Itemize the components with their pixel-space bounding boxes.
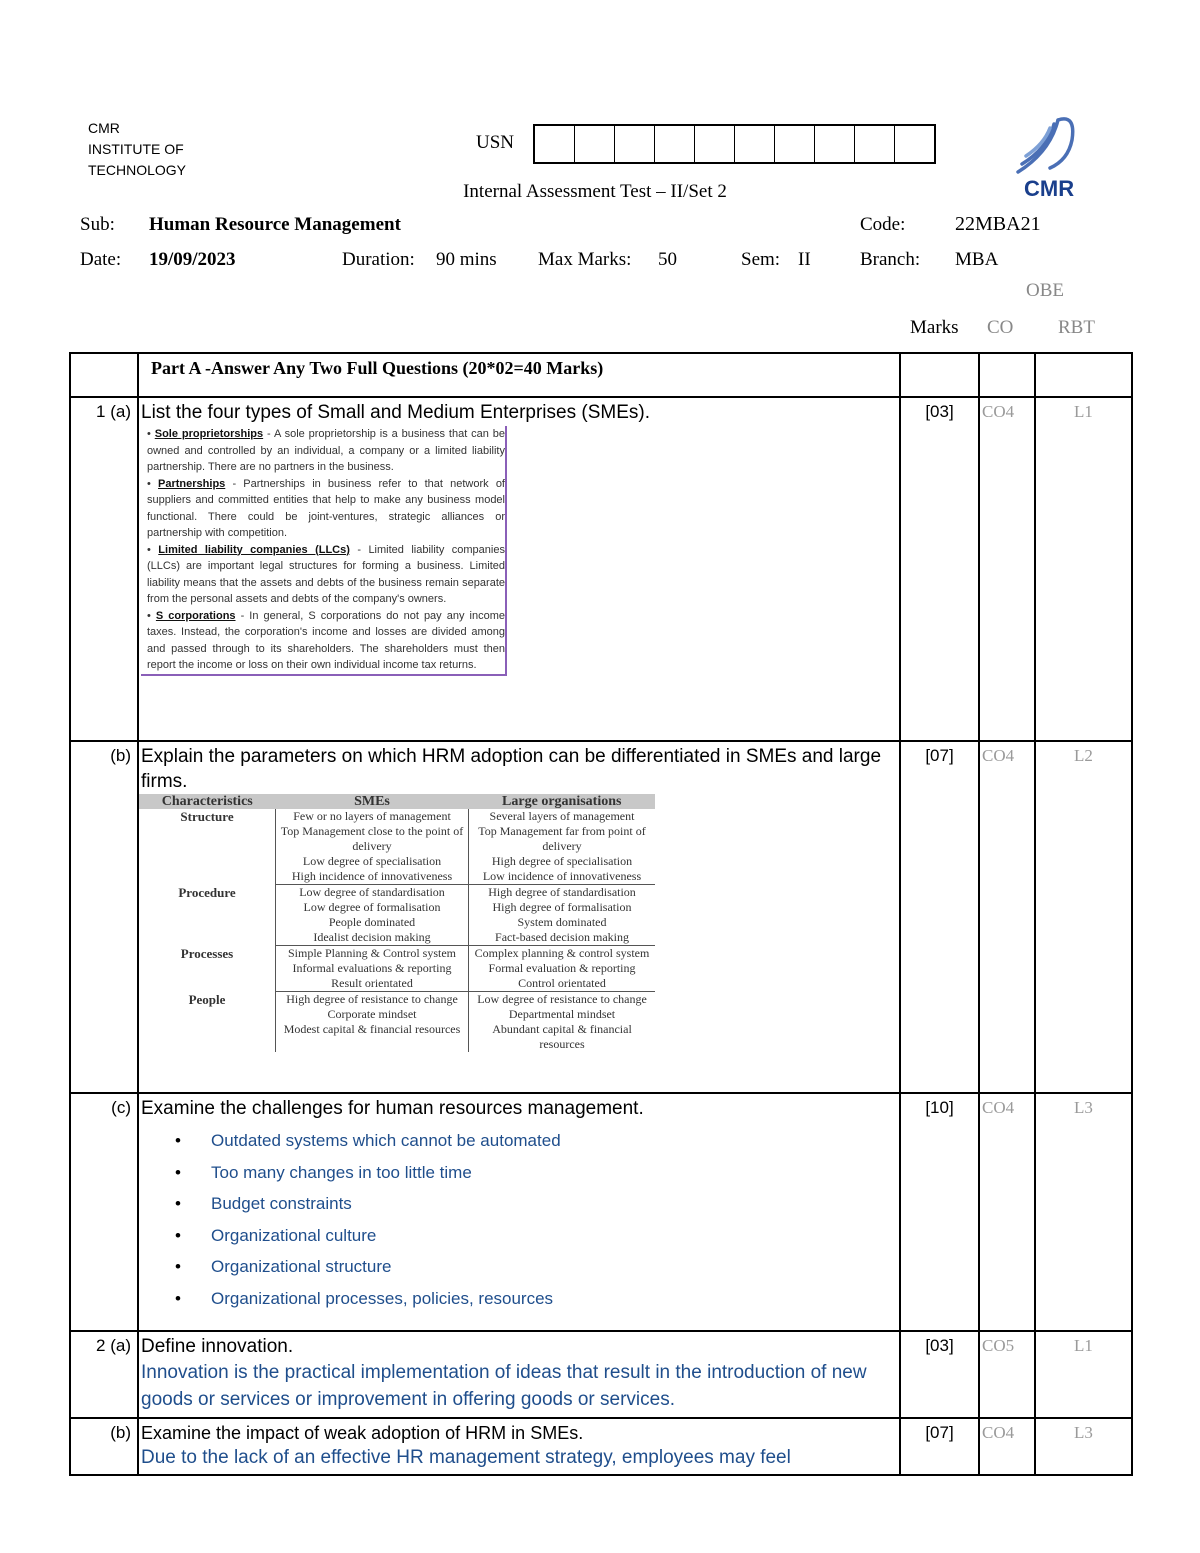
comparison-header: SMEs <box>276 794 469 809</box>
q2b-body <box>138 1418 900 1475</box>
q1a-row <box>70 397 1132 741</box>
q1a-text: List the four types of Small and Medium Enterprises (SMEs). <box>141 402 650 423</box>
large-trait: Fact-based decision making <box>495 930 629 944</box>
challenge-item: • Outdated systems which cannot be automated <box>211 1125 897 1157</box>
max-marks-value: 50 <box>658 249 677 270</box>
sme-type-desc: - In general, S corporations do not pay any income taxes. Instead, the corporation's income and losses are divided among and passed through to its shareholders. The shareholders must then report the income or loss on their own individual income tax returns. <box>147 609 505 671</box>
characteristic-name: Processes <box>180 945 234 961</box>
q2a-number: 2 (a) <box>70 1331 138 1418</box>
usn-box <box>615 126 655 162</box>
institute-name <box>88 118 186 181</box>
qn-cell <box>70 353 138 397</box>
comparison-header: Characteristics <box>139 794 276 809</box>
q1b-co: CO4 <box>979 741 1035 1093</box>
large-trait: Top Management far from point of delivery <box>478 824 646 853</box>
challenge-item: • Too many changes in too little time <box>211 1157 897 1189</box>
rbt-cell <box>1035 353 1132 397</box>
q2b-row <box>70 1418 1132 1475</box>
usn-box <box>855 126 895 162</box>
challenges-list <box>141 1125 897 1314</box>
sme-type-title: Partnerships <box>158 477 226 490</box>
sme-trait: Simple Planning & Control system <box>287 946 456 960</box>
q2b-marks: [07] <box>900 1418 979 1475</box>
q2a-body <box>138 1331 900 1418</box>
sme-trait: Few or no layers of management <box>293 809 451 823</box>
large-trait: Several layers of management <box>489 809 635 823</box>
usn-box <box>535 126 575 162</box>
comparison-row <box>139 946 655 992</box>
sme-types-box <box>141 426 507 676</box>
challenge-item: • Organizational processes, policies, resources <box>211 1283 897 1315</box>
comparison-row <box>139 992 655 1053</box>
exam-date: 19/09/2023 <box>149 249 236 270</box>
usn-boxes <box>533 124 936 164</box>
q2a-rbt: L1 <box>1035 1331 1132 1418</box>
usn-box <box>895 126 934 162</box>
challenge-item: • Organizational culture <box>211 1220 897 1252</box>
institute-line-2: INSTITUTE OF <box>88 141 184 157</box>
branch-value: MBA <box>955 249 999 270</box>
sme-type-desc: - Limited liability companies (LLCs) are important legal structures for forming a business. Limited liability means that the assets and debts of the business remain separate from the personal assets and debts of the company's owners. <box>147 543 505 605</box>
usn-label: USN <box>476 132 515 153</box>
large-trait: System dominated <box>517 915 607 929</box>
date-label: Date: <box>80 249 122 270</box>
challenge-item: • Organizational structure <box>211 1251 897 1283</box>
sme-type-desc: - A sole proprietorship is a business that can be owned and controlled by an individual, a company or a limited liability partnership. There are no partners in the business. <box>147 428 505 473</box>
sme-type-desc: - Partnerships in business refer to that network of suppliers and committed entities that help to make any business model functional. There could be joint-ventures, strategic alliances or partnership with competition. <box>147 477 505 539</box>
usn-box <box>575 126 615 162</box>
q1c-rbt: L3 <box>1035 1093 1132 1331</box>
sme-type-item: • Limited liability companies (LLCs) - Limited liability companies (LLCs) are important legal structures for forming a business. Limited liability means that the assets and debts of the business remain separate from the personal assets and debts of the company's owners. <box>147 543 505 605</box>
code-label: Code: <box>860 214 906 235</box>
sme-trait: Low degree of specialisation <box>302 854 442 868</box>
usn-box <box>735 126 775 162</box>
part-a-row <box>70 353 1132 397</box>
q1b-body <box>138 741 900 1093</box>
logo-text: CMR <box>1024 176 1075 201</box>
usn-box <box>695 126 735 162</box>
sem-label: Sem: <box>741 249 781 270</box>
q2a-row <box>70 1331 1132 1418</box>
usn-box <box>775 126 815 162</box>
subject-code: 22MBA21 <box>955 213 1041 235</box>
usn-box <box>815 126 855 162</box>
sme-trait: High incidence of innovativeness <box>291 869 453 883</box>
q2b-answer: Due to the lack of an effective HR management strategy, employees may feel <box>141 1447 791 1468</box>
sme-cell <box>276 809 469 885</box>
co-column-header: CO <box>987 317 1014 338</box>
large-trait: Departmental mindset <box>508 1007 616 1021</box>
comparison-row <box>139 885 655 946</box>
max-marks-label: Max Marks: <box>538 249 632 270</box>
sme-cell <box>276 992 469 1053</box>
q1a-rbt: L1 <box>1035 397 1132 741</box>
q1b-marks: [07] <box>900 741 979 1093</box>
q1b-row <box>70 741 1132 1093</box>
branch-label: Branch: <box>860 249 921 270</box>
q1b-number: (b) <box>70 741 138 1093</box>
q2b-rbt: L3 <box>1035 1418 1132 1475</box>
sme-trait: Result orientated <box>331 976 413 990</box>
large-trait: Formal evaluation & reporting <box>488 961 636 975</box>
q1c-number: (c) <box>70 1093 138 1331</box>
sme-trait: People dominated <box>328 915 416 929</box>
part-a-cell <box>138 353 900 397</box>
sme-trait: Low degree of formalisation <box>303 900 441 914</box>
sme-type-item: • Sole proprietorships - A sole proprietorship is a business that can be owned and controlled by an individual, a company or a limited liability partnership. There are no partners in the business. <box>147 428 505 473</box>
institute-line-3: TECHNOLOGY <box>88 162 187 178</box>
challenge-item: • Budget constraints <box>211 1188 897 1220</box>
q2b-number: (b) <box>70 1418 138 1475</box>
sme-trait: Modest capital & financial resources <box>283 1022 461 1036</box>
q2a-text: Define innovation. <box>141 1336 294 1357</box>
sme-type-item: • S corporations - In general, S corporations do not pay any income taxes. Instead, the corporation's income and losses are divided among and passed through to its shareholders. The shareholders must then report the income or loss on their own individual income tax returns. <box>147 609 505 671</box>
test-title: Internal Assessment Test – II/Set 2 <box>463 181 727 202</box>
large-trait: Low degree of resistance to change <box>477 992 647 1006</box>
q2a-co: CO5 <box>979 1331 1035 1418</box>
q1c-marks: [10] <box>900 1093 979 1331</box>
q2b-text: Examine the impact of weak adoption of HRM in SMEs. <box>141 1423 584 1443</box>
q1a-number: 1 (a) <box>70 397 138 741</box>
subject-name: Human Resource Management <box>149 214 401 235</box>
marks-column-header: Marks <box>910 317 959 338</box>
hrm-comparison-table <box>139 794 655 1052</box>
comparison-row <box>139 809 655 885</box>
sme-cell <box>276 946 469 992</box>
large-org-cell <box>469 809 656 885</box>
q1c-body <box>138 1093 900 1331</box>
usn-box <box>655 126 695 162</box>
sme-trait: Top Management close to the point of delivery <box>280 824 464 853</box>
sme-type-title: Limited liability companies (LLCs) <box>158 543 350 556</box>
institute-line-1: CMR <box>88 120 120 136</box>
sme-type-title: Sole proprietorships <box>154 428 264 440</box>
large-org-cell <box>469 946 656 992</box>
large-trait: Complex planning & control system <box>474 946 650 960</box>
duration-label: Duration: <box>342 249 415 270</box>
large-trait: High degree of standardisation <box>488 885 636 899</box>
sme-cell <box>276 885 469 946</box>
duration-value: 90 mins <box>436 249 497 270</box>
sme-type-item: • Partnerships - Partnerships in business refer to that network of suppliers and committed entities that help to make any business model functional. There could be joint-ventures, strategic alliances or partnership with competition. <box>147 477 505 539</box>
large-trait: Control orientated <box>518 976 606 990</box>
characteristic-name: Procedure <box>178 884 236 900</box>
sme-trait: Low degree of standardisation <box>299 885 445 899</box>
sme-type-title: S corporations <box>155 609 236 622</box>
rbt-column-header: RBT <box>1058 317 1095 338</box>
sub-label: Sub: <box>80 214 115 235</box>
q1c-text: Examine the challenges for human resources management. <box>141 1098 644 1119</box>
q1b-text: Explain the parameters on which HRM adoption can be differentiated in SMEs and large firms. <box>141 746 882 792</box>
q2a-answer: Innovation is the practical implementation of ideas that result in the introduction of new goods or services or improvement in offering goods or services. <box>141 1362 867 1410</box>
large-org-cell <box>469 885 656 946</box>
sme-trait: Informal evaluations & reporting <box>292 961 452 975</box>
q1a-body <box>138 397 900 741</box>
sme-trait: Corporate mindset <box>327 1007 417 1021</box>
marks-cell <box>900 353 979 397</box>
co-cell <box>979 353 1035 397</box>
q1c-co: CO4 <box>979 1093 1035 1331</box>
q1b-rbt: L2 <box>1035 741 1132 1093</box>
sme-trait: Idealist decision making <box>313 930 431 944</box>
sem-value: II <box>798 249 811 270</box>
q1a-co: CO4 <box>979 397 1035 741</box>
q2a-marks: [03] <box>900 1331 979 1418</box>
large-trait: Low incidence of innovativeness <box>482 869 642 883</box>
large-org-cell <box>469 992 656 1053</box>
questions-table <box>69 352 1133 1476</box>
comparison-header-row <box>139 794 655 809</box>
q1c-row <box>70 1093 1132 1331</box>
q1a-marks: [03] <box>900 397 979 741</box>
obe-label: OBE <box>1026 280 1064 301</box>
q2b-co: CO4 <box>979 1418 1035 1475</box>
large-trait: Abundant capital & financial resources <box>492 1022 632 1051</box>
sme-trait: High degree of resistance to change <box>286 992 458 1006</box>
characteristic-name: People <box>188 991 226 1007</box>
large-trait: High degree of formalisation <box>492 900 632 914</box>
characteristic-name: Structure <box>180 809 234 824</box>
large-trait: High degree of specialisation <box>491 854 633 868</box>
comparison-header: Large organisations <box>469 794 656 809</box>
part-a-title: Part A -Answer Any Two Full Questions (20*02=40 Marks) <box>151 358 604 378</box>
